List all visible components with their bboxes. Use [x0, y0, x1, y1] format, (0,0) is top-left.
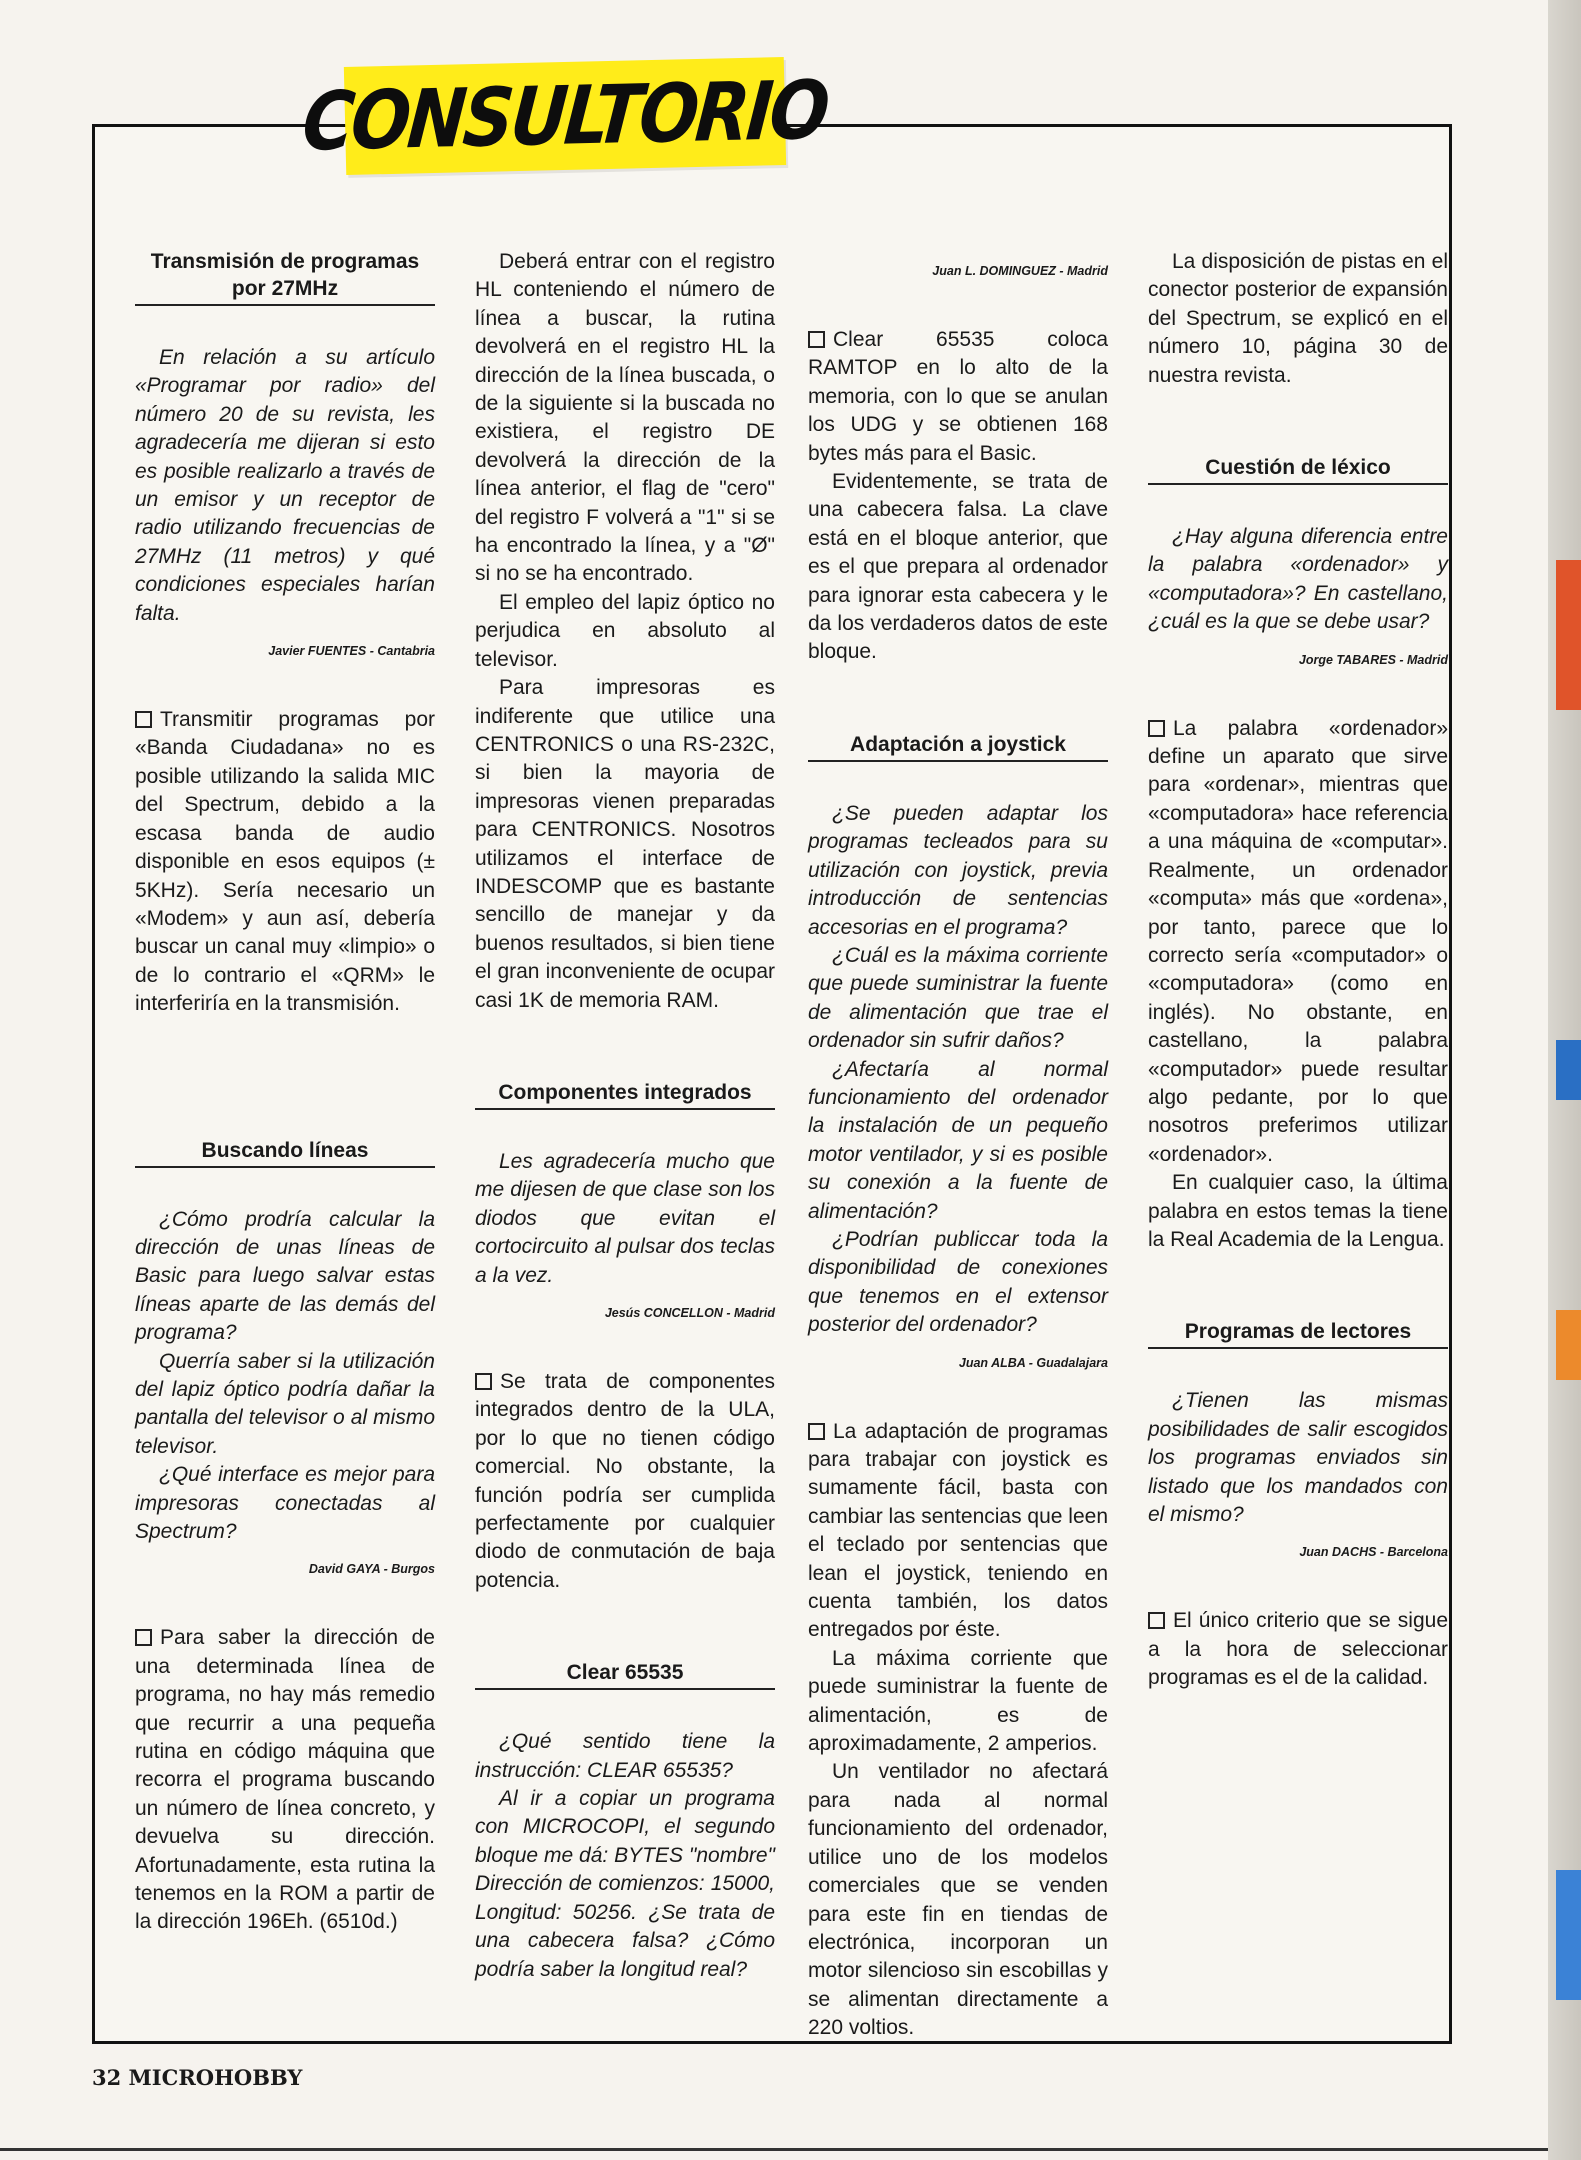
answer-transmision: Transmitir programas por «Banda Ciudadana» no es posible utilizando la salida MIC del Spectrum, debido a la escasa banda de audio disponible en esos equipos (± 5KHz). Sería necesario un «Modem» y aun así, debería buscar un canal muy «limpio» o de lo contrario el «QRM» le interferiría en la transmisión. — [135, 708, 435, 1016]
answer-buscando-3: El empleo del lapiz óptico no perjudica en absoluto al televisor. — [475, 590, 775, 671]
answer-box-icon — [475, 1373, 492, 1390]
question-clear-2: Al ir a copiar un programa con MICROCOPI, el segundo bloque me dá: BYTES "nombre" Dirección de comienzos: 15000, Longitud: 50256. ¿Se trata de una cabecera falsa? ¿Cómo podría saber la longitud real? — [475, 1787, 775, 1981]
answer-joystick-3: Un ventilador no afectará para nada al normal funcionamiento del ordenador, utilice uno de los modelos comerciales que se venden para este fin en tiendas de electrónica, incorporan un motor silencioso sin escobillas y se alimentan directamente a 220 voltios. — [808, 1760, 1108, 2040]
answer-box-icon — [1148, 1612, 1165, 1629]
answer-buscando-4: Para impresoras es indiferente que utilice una CENTRONICS o una RS-232C, si bien la mayoria de impresoras vienen preparadas para CENTRONICS. Nosotros utilizamos el interface de INDESCOMP que es bastante sencillo de manejar y da buenos resultados, si bien tiene el gran inconveniente de ocupar casi 1K de memoria RAM. — [475, 676, 775, 1012]
answer-joystick-4: La disposición de pistas en el conector posterior de expansión del Spectrum, se explicó en el número 10, página 30 de nuestra revista. — [1148, 250, 1448, 387]
signature-lectores: Juan DACHS - Barcelona — [1299, 1545, 1448, 1560]
answer-componentes: Se trata de componentes integrados dentro de la ULA, por lo que no tienen código comercial. No obstante, la función podría ser cumplida perfectamente por cualquier diodo de conmutación de baja potencia. — [475, 1370, 775, 1592]
question-joystick-4: ¿Podrían publiccar toda la disponibilidad de conexiones que tenemos en el extensor posterior del ordenador? — [808, 1227, 1108, 1337]
section-title-lectores: Programas de lectores — [1148, 1318, 1448, 1349]
question-buscando-1: ¿Cómo prodría calcular la dirección de unas líneas de Basic para luego salvar estas líneas aparte de las demás del programa? — [135, 1207, 435, 1345]
magazine-name: MICROHOBBY — [128, 2065, 303, 2090]
answer-box-icon — [1148, 720, 1165, 737]
answer-box-icon — [808, 1423, 825, 1440]
question-lexico: ¿Hay alguna diferencia entre la palabra «ordenador» y «computadora»? En castellano, ¿cuál es la que se debe usar? — [1148, 525, 1448, 634]
column-3 — [808, 248, 1108, 2043]
section-title-componentes: Componentes integrados — [475, 1079, 775, 1110]
answer-buscando-1: Para saber la dirección de una determinada línea de programa, no hay más remedio que recurrir a una pequeña rutina en código máquina que recorra el programa buscando un número de línea concreto, y devuelva su dirección. Afortunadamente, esta rutina la tenemos en la ROM a partir de la dirección 196Eh. (6510d.) — [135, 1626, 435, 1934]
answer-lexico-1: La palabra «ordenador» define un aparato que sirve para «ordenar», mientras que «computadora» hace referencia a una máquina de «computar». Realmente, un ordenador «computa» más que «ordena», por tanto, parece que lo correcto sería «computador» o «computadora» (como en inglés). No obstante, en castellano, la palabra «computador» puede resultar algo pedante, por lo que nosotros preferimos utilizar «ordenador». — [1148, 716, 1448, 1166]
page-title: CONSULTORIO — [299, 62, 831, 170]
question-buscando-3: ¿Qué interface es mejor para impresoras conectadas al Spectrum? — [135, 1463, 435, 1543]
answer-joystick-2: La máxima corriente que puede suministrar la fuente de alimentación, es de aproximadamente, 2 amperios. — [808, 1646, 1108, 1756]
answer-lectores: El único criterio que se sigue a la hora de seleccionar programas es el de la calidad. — [1148, 1609, 1448, 1690]
question-buscando-2: Querría saber si la utilización del lapiz óptico podría dañar la pantalla del televisor o al mismo televisor. — [135, 1349, 435, 1458]
section-title-buscando: Buscando líneas — [135, 1137, 435, 1168]
answer-joystick-1: La adaptación de programas para trabajar con joystick es sumamente fácil, basta con cambiar las sentencias que leen el teclado por sentencias que lean el joystick, teniendo en cuenta también, los datos entregados por éste. — [808, 1419, 1109, 1642]
column-4 — [1148, 248, 1448, 1693]
question-lectores: ¿Tienen las mismas posibilidades de salir escogidos los programas enviados sin listado que los mandados con el mismo? — [1148, 1389, 1448, 1526]
signature-buscando: David GAYA - Burgos — [308, 1562, 435, 1577]
question-joystick-1: ¿Se pueden adaptar los programas tecleados para su utilización con joystick, previa introducción de sentencias accesorias en el programa? — [808, 801, 1108, 939]
title-banner — [299, 57, 831, 175]
bottom-rule — [0, 2148, 1548, 2151]
signature-componentes: Jesús CONCELLON - Madrid — [604, 1306, 775, 1320]
answer-clear-2: Evidentemente, se trata de una cabecera falsa. La clave está en el bloque anterior, que es el que prepara al ordenador para ignorar esta cabecera y le da los verdaderos datos de este bloque. — [808, 470, 1108, 664]
column-2 — [475, 248, 775, 1984]
answer-box-icon — [135, 711, 152, 728]
column-1 — [135, 248, 435, 1937]
answer-box-icon — [135, 1629, 152, 1646]
section-title-clear: Clear 65535 — [475, 1659, 775, 1690]
signature-joystick: Juan ALBA - Guadalajara — [958, 1355, 1108, 1370]
answer-box-icon — [808, 331, 825, 348]
edge-mark-blue-2 — [1556, 1870, 1581, 2000]
section-title-lexico: Cuestión de léxico — [1148, 454, 1448, 485]
edge-mark-blue — [1556, 1040, 1581, 1100]
section-title-joystick: Adaptación a joystick — [808, 731, 1108, 762]
answer-lexico-2: En cualquier caso, la última palabra en estos temas la tiene la Real Academia de la Lengua. — [1148, 1171, 1448, 1251]
question-transmision: En relación a su artículo «Programar por radio» del número 20 de su revista, les agradecería me dijeran si esto es posible realizarlo a través de un emisor y un receptor de radio utilizando frecuencias de 27MHz (11 metros) y qué condiciones especiales harían falta. — [135, 346, 435, 625]
question-joystick-2: ¿Cuál es la máxima corriente que puede suministrar la fuente de alimentación que trae el ordenador sin sufrir daños? — [808, 943, 1108, 1053]
question-joystick-3: ¿Afectaría al normal funcionamiento del ordenador la instalación de un pequeño motor ventilador, y si es posible su conexión a la fuente de alimentación? — [808, 1057, 1108, 1223]
edge-mark-red — [1556, 560, 1581, 710]
page-number: 32 — [92, 2065, 122, 2090]
answer-buscando-2: Deberá entrar con el registro HL conteniendo el número de línea a buscar, la rutina devolverá en el registro HL la dirección de la línea buscada, o de la siguiente si la buscada no existiera, el registro DE devolverá la dirección de la línea anterior, el flag de "cero" del registro F volverá a "1" si se ha encontrado la línea, y a "Ø" si no se ha encontrado. — [475, 250, 775, 586]
page-footer — [92, 2065, 302, 2090]
question-componentes: Les agradecería mucho que me dijesen de que clase son los diodos que evitan el cortocircuito al pulsar dos teclas a la vez. — [475, 1149, 775, 1287]
question-clear-1: ¿Qué sentido tiene la instrucción: CLEAR 65535? — [475, 1730, 775, 1782]
edge-mark-orange — [1556, 1310, 1581, 1380]
signature-transmision: Javier FUENTES - Cantabria — [268, 644, 435, 659]
answer-clear-1: Clear 65535 coloca RAMTOP en lo alto de la memoria, con lo que se anulan los UDG y se obtienen 168 bytes más para el Basic. — [808, 328, 1108, 465]
signature-clear: Juan L. DOMINGUEZ - Madrid — [932, 264, 1108, 278]
signature-lexico: Jorge TABARES - Madrid — [1298, 652, 1448, 667]
section-title-transmision: Transmisión de programas por 27MHz — [135, 248, 435, 306]
